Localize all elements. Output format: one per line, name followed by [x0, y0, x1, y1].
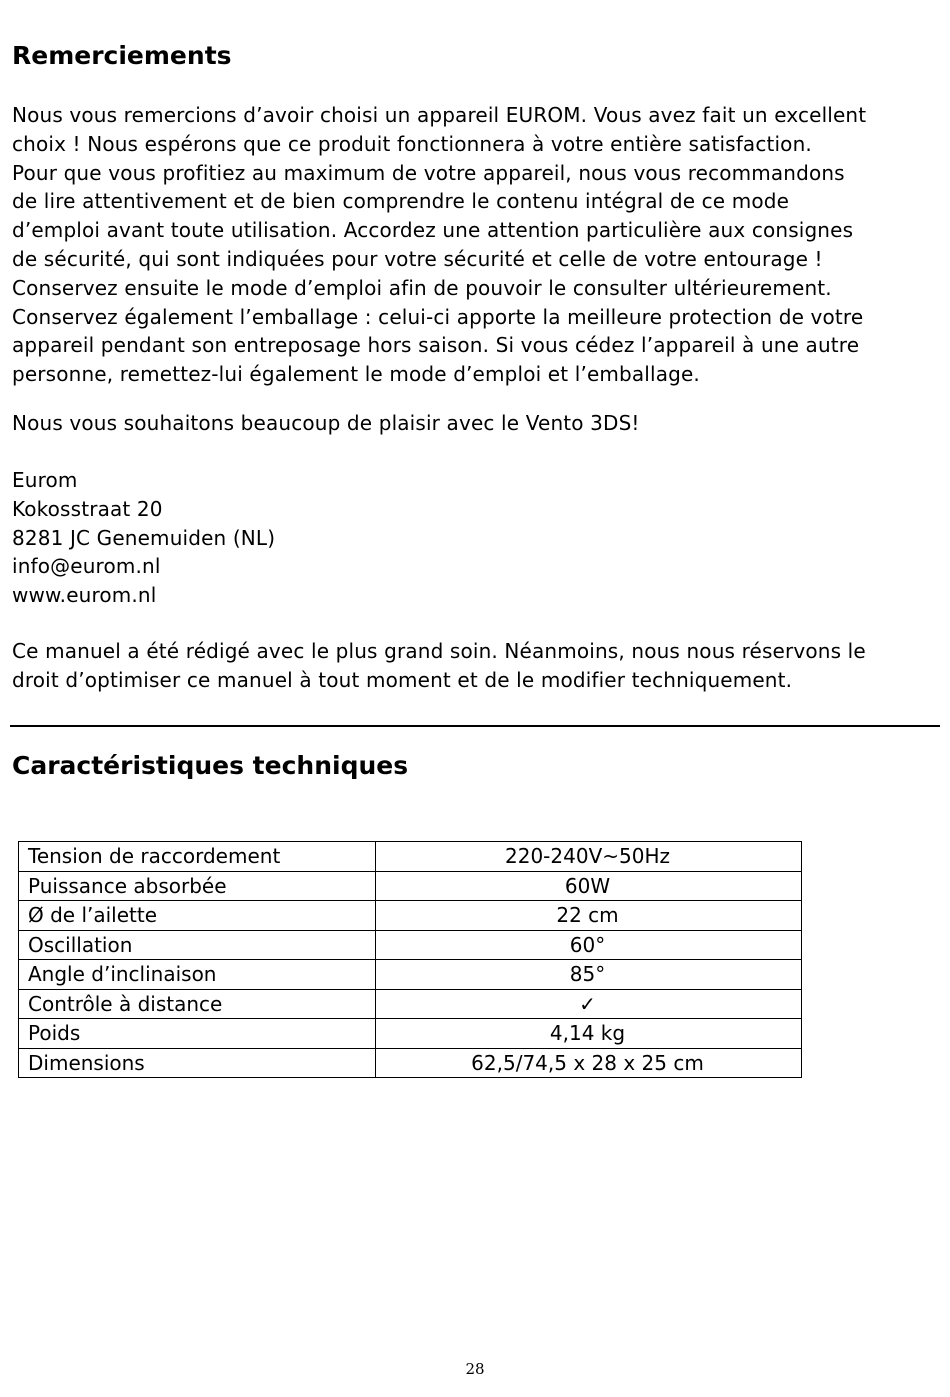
spec-value: 85°	[376, 960, 802, 990]
table-row	[19, 871, 802, 901]
spec-value: 22 cm	[376, 901, 802, 931]
section-divider	[10, 725, 940, 727]
spec-value: 60°	[376, 930, 802, 960]
intro-line: de lire attentivement et de bien comprendre le contenu intégral de ce mode	[12, 189, 790, 214]
spec-label: Puissance absorbée	[19, 871, 376, 901]
disclaimer-line: droit d’optimiser ce manuel à tout moment et de le modifier techniquement.	[12, 667, 793, 692]
intro-line: Pour que vous profitiez au maximum de votre appareil, nous vous recommandons	[12, 160, 845, 185]
table-row	[19, 930, 802, 960]
intro-line: Conservez également l’emballage : celui-ci apporte la meilleure protection de votre	[12, 304, 864, 329]
table-row	[19, 1019, 802, 1049]
intro-paragraph	[12, 101, 942, 389]
intro-line: personne, remettez-lui également le mode d’emploi et l’emballage.	[12, 362, 700, 387]
street-address: Kokosstraat 20	[12, 496, 163, 521]
intro-line: appareil pendant son entreposage hors saison. Si vous cédez l’appareil à une autre	[12, 333, 860, 358]
intro-line: Conservez ensuite le mode d’emploi afin de pouvoir le consulter ultérieurement.	[12, 275, 832, 300]
disclaimer-paragraph	[12, 637, 942, 695]
checkmark-icon: ✓	[376, 989, 802, 1019]
spec-value: 60W	[376, 871, 802, 901]
intro-line: Nous vous remercions d’avoir choisi un appareil EUROM. Vous avez fait un excellent	[12, 103, 867, 127]
wish-paragraph: Nous vous souhaitons beaucoup de plaisir avec le Vento 3DS!	[12, 411, 640, 435]
address-block	[12, 466, 275, 610]
table-row	[19, 989, 802, 1019]
table-row	[19, 842, 802, 872]
city-address: 8281 JC Genemuiden (NL)	[12, 525, 276, 550]
spec-value: 4,14 kg	[376, 1019, 802, 1049]
intro-line: de sécurité, qui sont indiquées pour votre sécurité et celle de votre entourage !	[12, 246, 823, 271]
section-heading-remerciements: Remerciements	[12, 41, 232, 70]
spec-label: Tension de raccordement	[19, 842, 376, 872]
spec-label: Poids	[19, 1019, 376, 1049]
spec-label: Dimensions	[19, 1048, 376, 1078]
spec-value: 62,5/74,5 x 28 x 25 cm	[376, 1048, 802, 1078]
table-row	[19, 1048, 802, 1078]
spec-label: Ø de l’ailette	[19, 901, 376, 931]
spec-label: Angle d’inclinaison	[19, 960, 376, 990]
company-name: Eurom	[12, 468, 78, 492]
email-address: info@eurom.nl	[12, 554, 161, 579]
spec-label: Oscillation	[19, 930, 376, 960]
section-heading-specs: Caractéristiques techniques	[12, 751, 409, 780]
intro-line: choix ! Nous espérons que ce produit fonctionnera à votre entière satisfaction.	[12, 131, 812, 156]
table-row	[19, 901, 802, 931]
specs-table	[18, 841, 802, 1078]
intro-line: d’emploi avant toute utilisation. Accordez une attention particulière aux consignes	[12, 218, 854, 243]
table-row	[19, 960, 802, 990]
spec-value: 220-240V~50Hz	[376, 842, 802, 872]
page-number: 28	[465, 1360, 485, 1378]
spec-label: Contrôle à distance	[19, 989, 376, 1019]
website-address: www.eurom.nl	[12, 583, 157, 608]
disclaimer-line: Ce manuel a été rédigé avec le plus grand soin. Néanmoins, nous nous réservons le	[12, 639, 866, 663]
